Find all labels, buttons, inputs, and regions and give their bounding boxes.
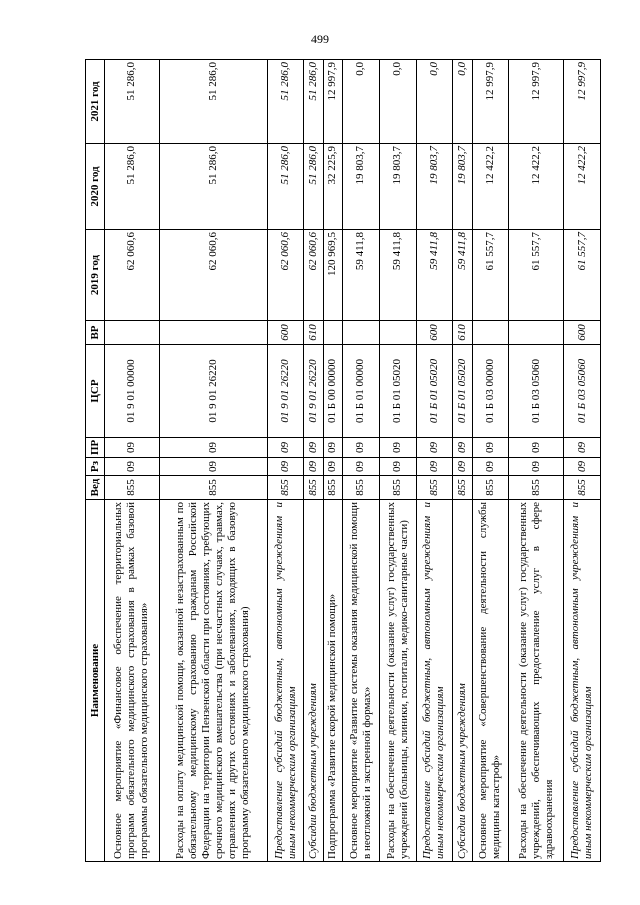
cell-ved: 855: [453, 476, 472, 500]
cell-vr: [342, 321, 379, 345]
cell-y2021: 51 286,0: [267, 60, 304, 144]
cell-csr: 01 9 01 26220: [304, 345, 323, 438]
cell-rz: 09: [564, 458, 601, 476]
header-pr: ПР: [86, 438, 105, 458]
cell-csr: 01 9 01 00000: [105, 345, 160, 438]
cell-pr: 09: [323, 438, 342, 458]
cell-y2020: 19 803,7: [416, 144, 453, 230]
cell-pr: 09: [509, 438, 564, 458]
cell-rz: 09: [105, 458, 160, 476]
cell-y2019: 120 969,5: [323, 230, 342, 321]
cell-y2019: 62 060,6: [304, 230, 323, 321]
rotated-table-wrapper: [85, 60, 601, 862]
table-row: [105, 60, 160, 862]
cell-y2020: 12 422,2: [472, 144, 509, 230]
cell-name: Подпрограмма «Развитие скорой медицинской помощи»: [323, 500, 342, 862]
cell-y2019: 61 557,7: [472, 230, 509, 321]
cell-ved: 855: [105, 476, 160, 500]
cell-pr: 09: [453, 438, 472, 458]
cell-name: Расходы на обеспечение деятельности (оказание услуг) государственных учреждений, обеспечивающих предоставление услуг в сфере здравоохранения: [509, 500, 564, 862]
cell-y2021: 0,0: [416, 60, 453, 144]
cell-csr: 01 Б 01 00000: [342, 345, 379, 438]
cell-csr: 01 9 01 26220: [267, 345, 304, 438]
cell-y2021: 51 286,0: [105, 60, 160, 144]
cell-y2019: 61 557,7: [509, 230, 564, 321]
cell-rz: 09: [509, 458, 564, 476]
cell-ved: 855: [323, 476, 342, 500]
cell-y2020: 51 286,0: [267, 144, 304, 230]
cell-y2020: 51 286,0: [304, 144, 323, 230]
cell-vr: [323, 321, 342, 345]
table-row: [379, 60, 416, 862]
cell-vr: 600: [416, 321, 453, 345]
cell-y2021: 12 997,9: [509, 60, 564, 144]
cell-y2020: 19 803,7: [379, 144, 416, 230]
cell-vr: 610: [304, 321, 323, 345]
cell-ved: 855: [342, 476, 379, 500]
cell-y2019: 61 557,7: [564, 230, 601, 321]
cell-y2021: 0,0: [379, 60, 416, 144]
table-area: [85, 60, 601, 862]
cell-y2021: 0,0: [342, 60, 379, 144]
cell-ved: 855: [267, 476, 304, 500]
header-rz: Рз: [86, 458, 105, 476]
cell-y2021: 12 997,9: [323, 60, 342, 144]
cell-csr: 01 9 01 26220: [159, 345, 267, 438]
table-row: [342, 60, 379, 862]
cell-y2019: 59 411,8: [342, 230, 379, 321]
cell-y2020: 51 286,0: [159, 144, 267, 230]
cell-name: Основное мероприятие «Развитие системы оказания медицинской помощи в неотложной и экстренной формах»: [342, 500, 379, 862]
cell-ved: 855: [379, 476, 416, 500]
cell-vr: 600: [564, 321, 601, 345]
cell-pr: 09: [564, 438, 601, 458]
table-row: [453, 60, 472, 862]
header-ved: Вед: [86, 476, 105, 500]
cell-csr: 01 Б 03 05060: [564, 345, 601, 438]
cell-vr: [105, 321, 160, 345]
page-number: 499: [311, 32, 329, 46]
cell-y2021: 12 997,9: [472, 60, 509, 144]
cell-name: Расходы на оплату медицинской помощи, оказанной незастрахованным по обязательному медицинскому страхованию гражданам Российской Федерации на территории Пензенской области при состояниях, требующих срочного медицинского вмешательства (при несчастных случаях, травмах, отравлениях и других состояниях и заболеваниях, входящих в базовую программу обязательного медицинского страхования): [159, 500, 267, 862]
header-row: [86, 60, 105, 862]
cell-ved: 855: [159, 476, 267, 500]
cell-pr: 09: [159, 438, 267, 458]
cell-name: Основное мероприятие «Финансовое обеспечение территориальных программ обязательного медицинского страхования в рамках базовой программы обязательного медицинского страхования»: [105, 500, 160, 862]
cell-rz: 09: [453, 458, 472, 476]
cell-rz: 09: [267, 458, 304, 476]
cell-rz: 09: [416, 458, 453, 476]
cell-ved: 855: [509, 476, 564, 500]
header-2021: 2021 год: [86, 60, 105, 144]
cell-y2020: 19 803,7: [453, 144, 472, 230]
table-row: [416, 60, 453, 862]
cell-pr: 09: [304, 438, 323, 458]
cell-csr: 01 Б 01 05020: [379, 345, 416, 438]
table-row: [323, 60, 342, 862]
cell-rz: 09: [304, 458, 323, 476]
cell-csr: 01 Б 01 05020: [416, 345, 453, 438]
cell-y2020: 19 803,7: [342, 144, 379, 230]
cell-rz: 09: [472, 458, 509, 476]
table-row: [159, 60, 267, 862]
cell-rz: 09: [342, 458, 379, 476]
table-row: [304, 60, 323, 862]
cell-csr: 01 Б 00 00000: [323, 345, 342, 438]
cell-vr: [509, 321, 564, 345]
cell-name: Предоставление субсидий бюджетным, автономным учреждениям и иным некоммерческим организациям: [564, 500, 601, 862]
cell-vr: [379, 321, 416, 345]
cell-name: Расходы на обеспечение деятельности (оказание услуг) государственных учреждений (больницы, клиники, госпитали, медико-санитарные части): [379, 500, 416, 862]
cell-name: Субсидии бюджетным учреждениям: [453, 500, 472, 862]
cell-pr: 09: [342, 438, 379, 458]
cell-vr: [472, 321, 509, 345]
cell-pr: 09: [105, 438, 160, 458]
cell-vr: 600: [267, 321, 304, 345]
cell-vr: [159, 321, 267, 345]
table-row: [472, 60, 509, 862]
cell-csr: 01 Б 03 05060: [509, 345, 564, 438]
header-name: Наименование: [86, 500, 105, 862]
cell-pr: 09: [472, 438, 509, 458]
cell-ved: 855: [472, 476, 509, 500]
cell-name: Предоставление субсидий бюджетным, автономным учреждениям и иным некоммерческим организациям: [416, 500, 453, 862]
cell-y2019: 62 060,6: [105, 230, 160, 321]
header-2020: 2020 год: [86, 144, 105, 230]
cell-name: Субсидии бюджетным учреждениям: [304, 500, 323, 862]
cell-rz: 09: [323, 458, 342, 476]
header-csr: ЦСР: [86, 345, 105, 438]
cell-y2021: 0,0: [453, 60, 472, 144]
cell-pr: 09: [267, 438, 304, 458]
cell-y2021: 12 997,9: [564, 60, 601, 144]
cell-y2020: 12 422,2: [564, 144, 601, 230]
cell-y2020: 32 225,9: [323, 144, 342, 230]
table-row: [564, 60, 601, 862]
cell-ved: 855: [416, 476, 453, 500]
cell-ved: 855: [564, 476, 601, 500]
cell-rz: 09: [379, 458, 416, 476]
budget-table: [85, 59, 601, 862]
cell-pr: 09: [416, 438, 453, 458]
cell-y2019: 59 411,8: [379, 230, 416, 321]
cell-csr: 01 Б 01 05020: [453, 345, 472, 438]
cell-y2019: 62 060,6: [159, 230, 267, 321]
cell-rz: 09: [159, 458, 267, 476]
cell-name: Предоставление субсидий бюджетным, автономным учреждениям и иным некоммерческим организациям: [267, 500, 304, 862]
cell-y2019: 59 411,8: [453, 230, 472, 321]
cell-y2019: 59 411,8: [416, 230, 453, 321]
table-body: [105, 60, 601, 862]
cell-csr: 01 Б 03 00000: [472, 345, 509, 438]
cell-pr: 09: [379, 438, 416, 458]
cell-y2020: 51 286,0: [105, 144, 160, 230]
header-2019: 2019 год: [86, 230, 105, 321]
cell-y2021: 51 286,0: [304, 60, 323, 144]
table-row: [509, 60, 564, 862]
cell-y2021: 51 286,0: [159, 60, 267, 144]
header-vr: ВР: [86, 321, 105, 345]
cell-y2019: 62 060,6: [267, 230, 304, 321]
cell-ved: 855: [304, 476, 323, 500]
cell-y2020: 12 422,2: [509, 144, 564, 230]
table-row: [267, 60, 304, 862]
cell-name: Основное мероприятие «Совершенствование деятельности службы медицины катастроф»: [472, 500, 509, 862]
cell-vr: 610: [453, 321, 472, 345]
